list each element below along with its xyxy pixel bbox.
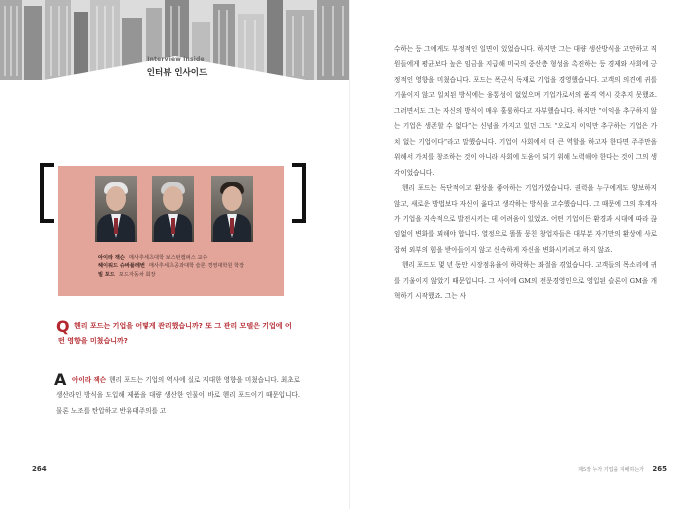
right-bracket xyxy=(292,163,306,223)
portrait-photo xyxy=(211,176,253,242)
right-page xyxy=(350,0,700,509)
paragraph: 수하는 등 그에게도 부정적인 일면이 있었습니다. 하지만 그는 대량 생산방식을 고안하고 직원들에게 평균보다 높은 임금을 지급해 미국의 중산층 형성을 촉진하는 등 경제와 사회에 긍정적인 영향을 미쳤습니다. 포드는 폭군식 독재로 기업을 경영했습니다. 고객의 의견에 귀를 기울이지 않고 일치된 방식에는 융통성이 없었으며 기업가로서의 품격 역시 갖추지 못했죠. 그러면서도 그는 자신의 방식이 매우 훌륭하다고 자부했습니다. 하지만 “이익을 추구하지 않는 기업은 생존할 수 없다”는 신념을 가지고 있던 그도 “오로지 이익만 추구하는 기업은 가치 없는 기업이다”라고 말했습니다. 기업이 사회에서 더 큰 역할을 하고자 한다면 주주만을 위해서 가치를 창조하는 것이 아니라 사회에 도움이 되기 위해 노력해야 한다는 것이 그의 생각이었습니다. xyxy=(394,45,657,177)
interviewee-photo-panel xyxy=(58,166,284,296)
section-title: 인터뷰 인사이드 xyxy=(146,68,208,78)
portrait-photo xyxy=(152,176,194,242)
caption-line: 아이라 잭슨 매사추세츠대학 보스턴캠퍼스 교수 xyxy=(98,255,208,261)
answer-body: 헨리 포드는 기업의 역사에 실로 지대한 영향을 미쳤습니다. 최초로 생산라인 방식을 도입해 제품을 대량 생산한 인물이 바로 헨리 포드이기 때문입니다. 물론 노조를 탄압하고 반유태주의를 고 xyxy=(56,376,300,415)
paragraph: 헨리 포드도 몇 년 동안 시장점유율이 하락하는 좌절을 겪었습니다. 고객들의 목소리에 귀를 기울이지 않았기 때문입니다. 그 사이에 GM의 전문경영인으로 영입된 슬론이 GM을 개혁하기 시작했죠. 그는 사 xyxy=(394,261,657,301)
photo-captions xyxy=(98,254,288,279)
running-head: 제5장 누가 기업을 지배하는가 xyxy=(578,467,644,473)
page-number-left: 264 xyxy=(32,465,47,473)
paragraph: 헨리 포드는 독단적이고 환상을 좋아하는 기업가였습니다. 권력을 누구에게도 양보하지 않고, 새로운 방법보다 자신이 옳다고 생각하는 방식을 고수했습니다. 그 때문에 그의 후계자가 기업을 지속적으로 발전시키는 데 어려움이 있었죠. 어떤 기업이든 환경과 시대에 따라 끊임없이 변화를 꾀해야 합니다. 열정으로 똘똘 뭉친 창업자들은 대부분 자기만의 환상에 사로잡혀 외부의 힘을 받아들이지 않고 신속하게 자신을 변화시키려고 하지 않죠. xyxy=(394,184,657,254)
question-text: 헨리 포드는 기업을 어떻게 관리했습니까? 또 그 관리 모델은 기업에 어떤 영향을 미쳤습니까? xyxy=(58,322,292,345)
question-mark: Q xyxy=(56,317,70,336)
caption-line: 헤이워드 슈바플레번 매사추세츠공과대학 슬론 경영대학원 학장 xyxy=(98,263,245,270)
answer-mark: A xyxy=(54,370,67,389)
answer-speaker: 아이라 잭슨 xyxy=(72,376,107,384)
left-bracket xyxy=(40,163,54,223)
page-number-right: 265 xyxy=(652,465,667,473)
section-kicker: Interview inside xyxy=(147,56,205,63)
answer-text xyxy=(56,373,300,419)
body-text xyxy=(394,42,657,305)
caption-line: 빌 포드 포드자동차 회장 xyxy=(98,271,156,278)
portrait-photo xyxy=(95,176,137,242)
